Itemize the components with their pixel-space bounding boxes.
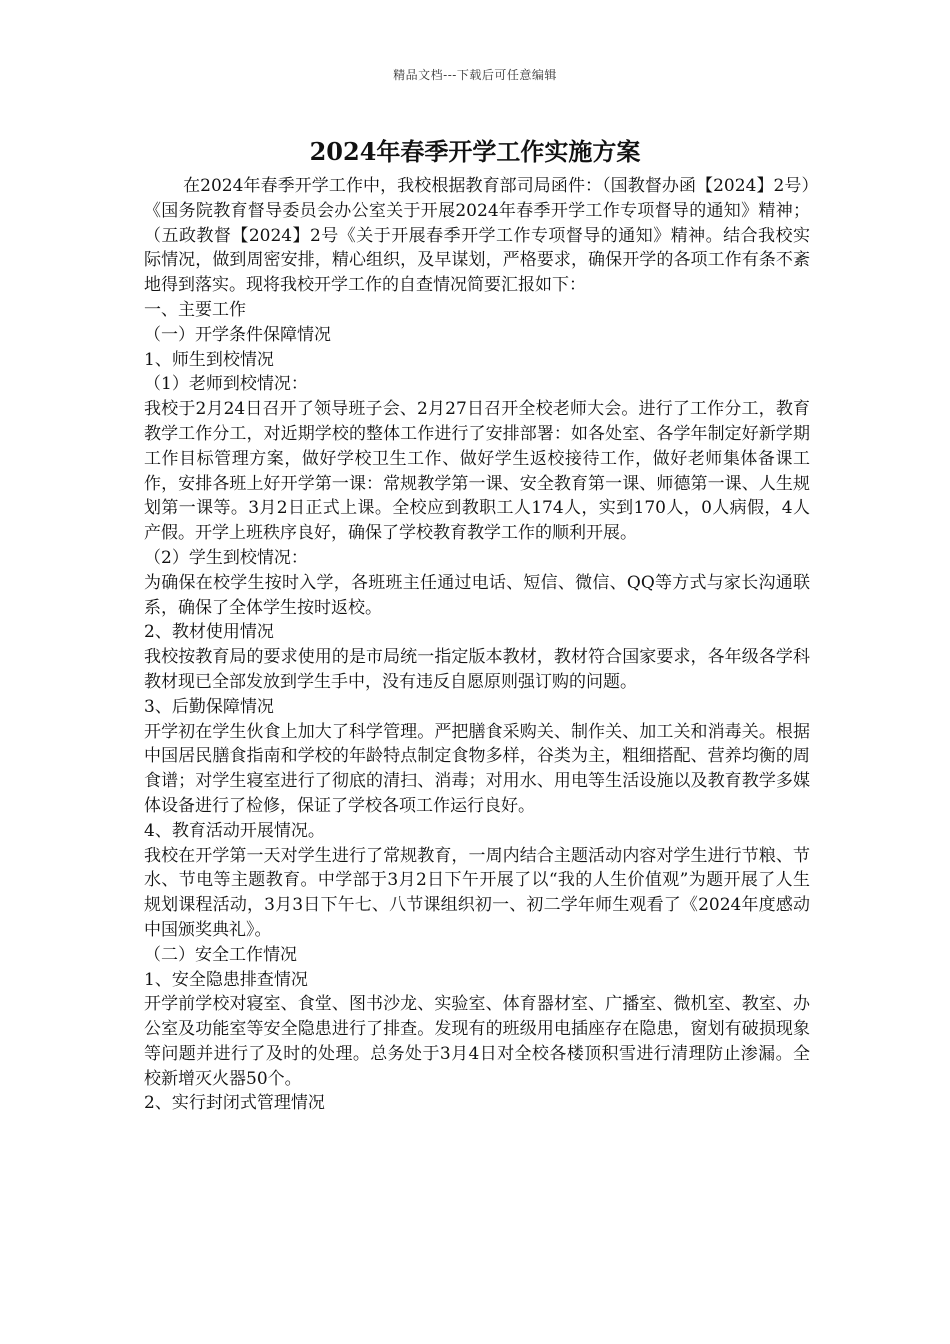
item-heading-logistics: 3、后勤保障情况 — [144, 696, 274, 717]
item-heading-arrival: 1、师生到校情况 — [144, 349, 274, 370]
paragraph-activities: 我校在开学第一天对学生进行了常规教育，一周内结合主题活动内容对学生进行节粮、节水、节电等主题教育。中学部于3月2日下午开展了以“我的人生价值观”为题开展了人生规划课程活动，3月3日下午七、八节课组织初一、初二学年师生观看了《2024年度感动中国颁奖典礼》。 — [144, 845, 810, 940]
paragraph-logistics: 开学初在学生伙食上加大了科学管理。严把膳食采购关、制作关、加工关和消毒关。根据中国居民膳食指南和学校的年龄特点制定食物多样，谷类为主，粗细搭配、营养均衡的周食谱；对学生寝室进行了彻底的清扫、消毒；对用水、用电等生活设施以及教育教学多媒体设备进行了检修，保证了学校各项工作运行良好。 — [144, 721, 810, 816]
subsection-heading-conditions: （一）开学条件保障情况 — [144, 324, 331, 345]
document-title: 2024年春季开学工作实施方案 — [309, 137, 641, 166]
section-heading-main-work: 一、主要工作 — [144, 299, 246, 320]
paragraph-students: 为确保在校学生按时入学，各班班主任通过电话、短信、微信、QQ等方式与家长沟通联系，确保了全体学生按时返校。 — [144, 572, 810, 618]
paragraph-textbooks: 我校按教育局的要求使用的是市局统一指定版本教材，教材符合国家要求，各年级各学科教材现已全部发放到学生手中，没有违反自愿原则强订购的问题。 — [144, 647, 810, 692]
intro-paragraph: 在2024年春季开学工作中，我校根据教育部司局函件：（国教督办函【2024】2号）《国务院教育督导委员会办公室关于开展2024年春季开学工作专项督导的通知》精神；（五政教督【2024】2号《关于开展春季开学工作专项督导的通知》精神。结合我校实际情况，做到周密安排，精心组织，及早谋划，严格要求，确保开学的各项工作有条不紊地得到落实。现将我校开学工作的自查情况简要汇报如下： — [144, 176, 810, 296]
item-heading-students: （2）学生到校情况： — [144, 547, 308, 568]
item-heading-hazards: 1、安全隐患排查情况 — [144, 969, 308, 990]
subsection-heading-safety: （二）安全工作情况 — [144, 944, 297, 965]
item-heading-teachers: （1）老师到校情况： — [144, 374, 308, 395]
item-heading-textbooks: 2、教材使用情况 — [144, 622, 274, 643]
document-body — [144, 174, 810, 1116]
paragraph-teachers: 我校于2月24日召开了领导班子会、2月27日召开全校老师大会。进行了工作分工，教育教学工作分工，对近期学校的整体工作进行了安排部署：如各处室、各学年制定好新学期工作目标管理方案，做好学校卫生工作、做好学生返校接待工作，做好老师集体备课工作，安排各班上好开学第一课：常规教学第一课、安全教育第一课、师德第一课、人生规划第一课等。3月2日正式上课。全校应到教职工人174人，实到170人，0人病假，4人产假。开学上班秩序良好，确保了学校教育教学工作的顺利开展。 — [144, 399, 810, 544]
item-heading-closed-management: 2、实行封闭式管理情况 — [144, 1093, 325, 1114]
paragraph-hazards: 开学前学校对寝室、食堂、图书沙龙、实验室、体育器材室、广播室、微机室、教室、办公室及功能室等安全隐患进行了排查。发现有的班级用电插座存在隐患，窗划有破损现象等问题并进行了及时的处理。总务处于3月4日对全校各楼顶积雪进行清理防止渗漏。全校新增灭火器50个。 — [144, 994, 810, 1089]
item-heading-activities: 4、教育活动开展情况。 — [144, 820, 325, 841]
page-header: 精品文档---下载后可任意编辑 — [393, 68, 557, 82]
